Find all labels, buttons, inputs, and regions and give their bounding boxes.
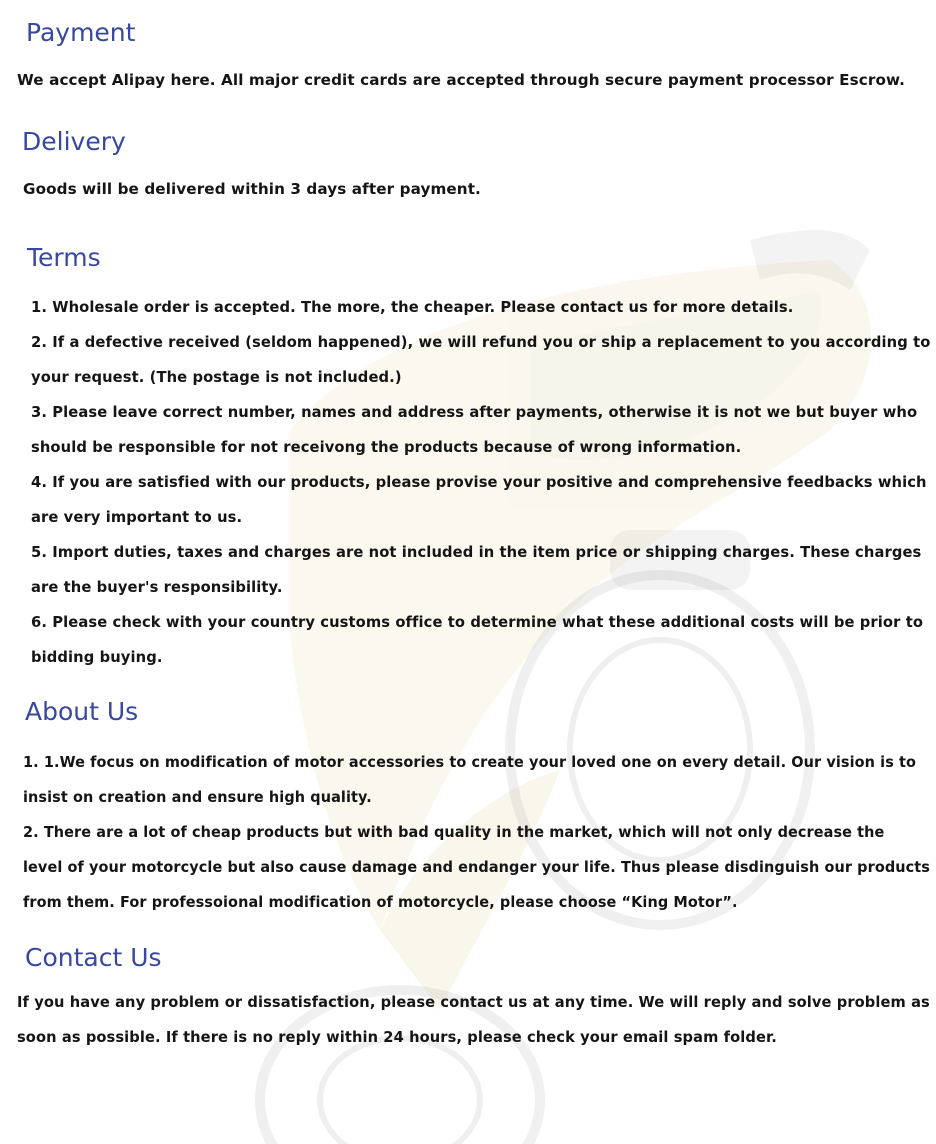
contact-heading: Contact Us: [25, 943, 162, 972]
about-list: [23, 745, 930, 920]
terms-line: are very important to us.: [31, 508, 243, 526]
about-line: 1. 1.We focus on modification of motor accessories to create your loved one on every detail. Our vision is to: [23, 753, 917, 771]
contact-line: soon as possible. If there is no reply within 24 hours, please check your email spam folder.: [17, 1028, 777, 1046]
about-line: 2. There are a lot of cheap products but with bad quality in the market, which will not only decrease the: [23, 823, 885, 841]
terms-line: bidding buying.: [31, 648, 163, 666]
terms-heading: Terms: [27, 243, 101, 272]
terms-line: 6. Please check with your country customs office to determine what these additional costs will be prior to: [31, 613, 924, 631]
terms-line: 3. Please leave correct number, names and address after payments, otherwise it is not we but buyer who: [31, 403, 918, 421]
about-line: insist on creation and ensure high quality.: [23, 788, 372, 806]
delivery-heading: Delivery: [22, 127, 126, 156]
terms-line: are the buyer's responsibility.: [31, 578, 283, 596]
about-heading: About Us: [25, 697, 139, 726]
terms-line: 4. If you are satisfied with our products, please provise your positive and comprehensive feedbacks which: [31, 473, 927, 491]
terms-line: your request. (The postage is not included.): [31, 368, 402, 386]
contact-text: [17, 985, 930, 1055]
about-line: from them. For professoional modification of motorcycle, please choose “King Motor”.: [23, 893, 738, 911]
contact-line: If you have any problem or dissatisfaction, please contact us at any time. We will reply and solve problem as: [17, 993, 930, 1011]
terms-list: [31, 290, 930, 675]
terms-line: 2. If a defective received (seldom happened), we will refund you or ship a replacement to you according to: [31, 333, 931, 351]
terms-line: should be responsible for not receivong the products because of wrong information.: [31, 438, 742, 456]
payment-text: We accept Alipay here. All major credit cards are accepted through secure payment processor Escrow.: [17, 71, 906, 89]
about-line: level of your motorcycle but also cause damage and endanger your life. Thus please disdinguish our products: [23, 858, 930, 876]
delivery-text: Goods will be delivered within 3 days after payment.: [23, 180, 481, 198]
terms-line: 1. Wholesale order is accepted. The more, the cheaper. Please contact us for more details.: [31, 298, 794, 316]
payment-heading: Payment: [26, 18, 136, 47]
terms-line: 5. Import duties, taxes and charges are not included in the item price or shipping charges. These charges: [31, 543, 922, 561]
